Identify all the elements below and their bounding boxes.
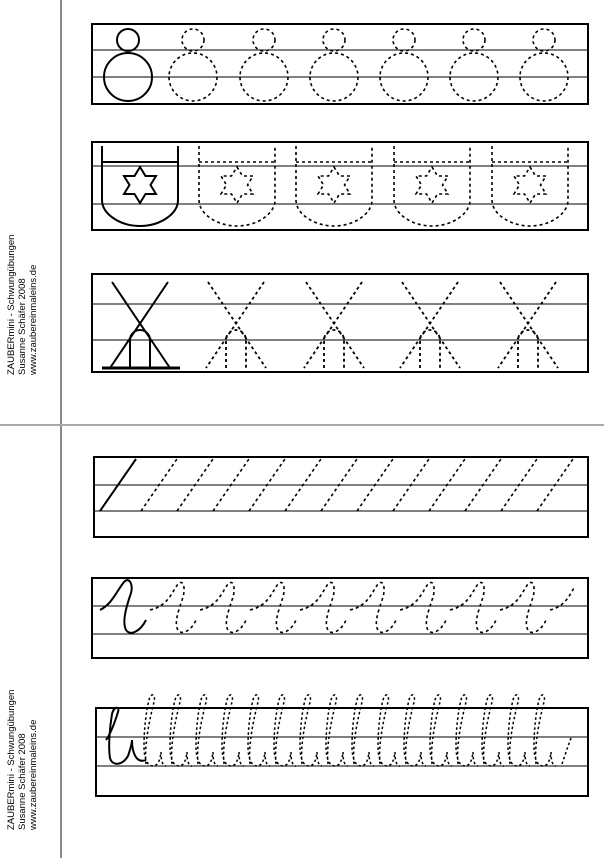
credit-url: www.zaubereinmaleins.de: [28, 264, 39, 375]
snowman-icon: [104, 29, 152, 101]
credit-author: Susanne Schäfer 2008: [17, 278, 28, 375]
credit-author: Susanne Schäfer 2008: [17, 733, 28, 830]
credit-url: www.zaubereinmaleins.de: [28, 719, 39, 830]
credit-title: ZAUBERmini - Schwungübungen: [6, 234, 17, 375]
credit-title: ZAUBERmini - Schwungübungen: [6, 689, 17, 830]
